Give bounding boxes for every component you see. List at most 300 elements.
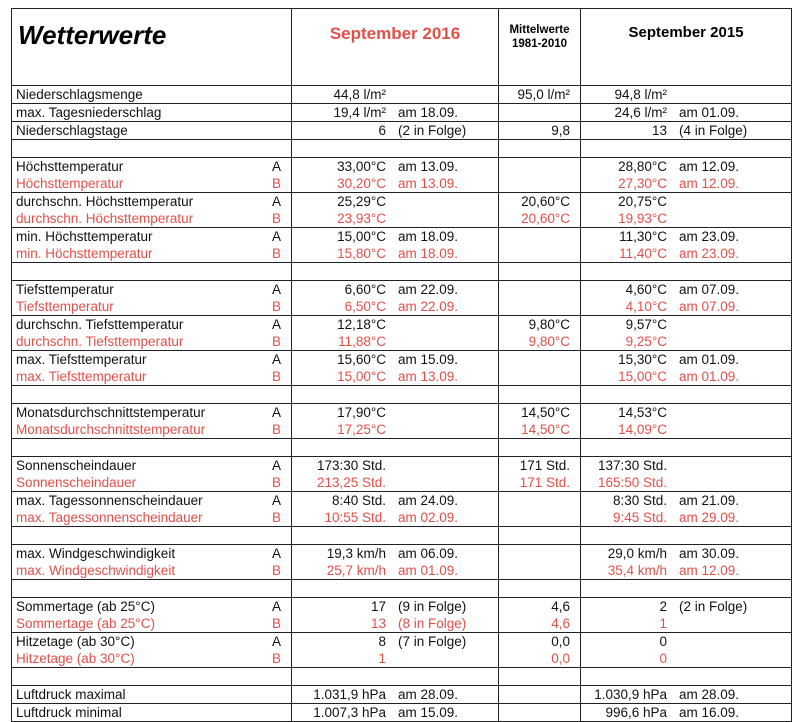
- value-2015-cell: [581, 545, 792, 563]
- spacer-cell: [292, 386, 499, 404]
- date-2016: am 15.09.: [398, 705, 459, 720]
- date-2015: [669, 615, 679, 632]
- value-2015: 11,30°C: [619, 229, 668, 244]
- mean-value: 20,60°C: [499, 210, 581, 228]
- value-2016-cell: [292, 650, 499, 668]
- value-2016: 173:30 Std.: [316, 458, 387, 473]
- value-2015: 9,25°C: [625, 334, 668, 349]
- spacer-cell: [581, 140, 792, 158]
- row-label: max. Tagesniederschlag: [12, 104, 262, 122]
- date-2016: am 18.09.: [398, 229, 459, 244]
- value-2016-cell: [292, 474, 499, 492]
- table-row: [12, 175, 792, 193]
- station-code: A: [262, 193, 292, 211]
- table-row: [12, 316, 792, 334]
- value-2016: 25,7 km/h: [326, 563, 387, 578]
- row-label: Hitzetage (ab 30°C): [12, 633, 262, 651]
- value-2016-cell: [292, 316, 499, 334]
- table-row: [12, 351, 792, 369]
- date-2015: (2 in Folge): [679, 599, 748, 614]
- mean-value: [499, 351, 581, 369]
- table-row: [12, 457, 792, 475]
- table-row: [12, 686, 792, 704]
- value-2016: 6,50°C: [344, 299, 387, 314]
- spacer-cell: [292, 668, 499, 686]
- station-code: A: [262, 316, 292, 334]
- value-2015: 13: [651, 123, 668, 138]
- value-2015-cell: [581, 598, 792, 616]
- date-2015: am 28.09.: [679, 687, 740, 702]
- value-2015: 1: [659, 616, 668, 631]
- date-2016: am 13.09.: [398, 369, 459, 384]
- mean-value: 20,60°C: [499, 193, 581, 211]
- row-label: Monatsdurchschnittstemperatur: [12, 404, 262, 422]
- mean-value: 95,0 l/m²: [499, 86, 581, 104]
- value-2016-cell: [292, 245, 499, 263]
- date-2016: (2 in Folge): [398, 123, 467, 138]
- value-2015: 35,4 km/h: [607, 563, 668, 578]
- value-2016: 17: [370, 599, 387, 614]
- value-2016: 15,00°C: [337, 369, 387, 384]
- value-2015-cell: [581, 368, 792, 386]
- station-code: B: [262, 562, 292, 580]
- spacer-cell: [499, 439, 581, 457]
- mean-value: [499, 228, 581, 246]
- value-2016-cell: [292, 509, 499, 527]
- value-2015-cell: [581, 298, 792, 316]
- value-2016: 15,60°C: [337, 352, 387, 367]
- spacer-row: [12, 263, 792, 281]
- station-code: B: [262, 333, 292, 351]
- station-code: A: [262, 457, 292, 475]
- spacer-cell: [581, 386, 792, 404]
- date-2015: [669, 193, 679, 210]
- date-2015: am 21.09.: [679, 493, 740, 508]
- station-code: A: [262, 351, 292, 369]
- value-2015: 8:30 Std.: [612, 493, 668, 508]
- row-label: Niederschlagsmenge: [12, 86, 262, 104]
- mean-value: [499, 245, 581, 263]
- row-label: max. Windgeschwindigkeit: [12, 545, 262, 563]
- spacer-cell: [292, 263, 499, 281]
- row-label: durchschn. Tiefsttemperatur: [12, 333, 262, 351]
- row-label: min. Höchsttemperatur: [12, 228, 262, 246]
- spacer-cell: [499, 140, 581, 158]
- row-label: durchschn. Höchsttemperatur: [12, 193, 262, 211]
- date-2015: [669, 474, 679, 491]
- mittelwerte-period: 1981-2010: [512, 38, 568, 50]
- date-2015: am 01.09.: [679, 352, 740, 367]
- station-code: B: [262, 615, 292, 633]
- station-code: B: [262, 509, 292, 527]
- spacer-row: [12, 386, 792, 404]
- date-2016: [388, 650, 398, 667]
- spacer-cell: [262, 580, 292, 598]
- value-2015: 28,80°C: [618, 159, 668, 174]
- spacer-cell: [12, 580, 262, 598]
- row-label: Luftdruck maximal: [12, 686, 262, 704]
- value-2016: 11,88°C: [338, 334, 387, 349]
- value-2015-cell: [581, 210, 792, 228]
- spacer-cell: [12, 439, 262, 457]
- date-2015: am 30.09.: [679, 546, 740, 561]
- spacer-cell: [262, 386, 292, 404]
- value-2015: 9,57°C: [625, 317, 668, 332]
- date-2015: [669, 210, 679, 227]
- date-2016: [388, 210, 398, 227]
- date-2016: am 13.09.: [398, 176, 459, 191]
- spacer-cell: [499, 668, 581, 686]
- value-2016: 1.031,9 hPa: [313, 687, 387, 702]
- value-2016: 25,29°C: [337, 194, 387, 209]
- table-row: [12, 404, 792, 422]
- mean-value: 9,80°C: [499, 316, 581, 334]
- row-label: min. Höchsttemperatur: [12, 245, 262, 263]
- value-2015: 0: [659, 651, 668, 666]
- value-2016: 30,20°C: [337, 176, 387, 191]
- station-code: A: [262, 228, 292, 246]
- value-2015-cell: [581, 704, 792, 722]
- value-2015-cell: [581, 421, 792, 439]
- value-2016-cell: [292, 122, 499, 140]
- date-2016: am 24.09.: [398, 493, 459, 508]
- row-label: durchschn. Höchsttemperatur: [12, 210, 262, 228]
- value-2016-cell: [292, 368, 499, 386]
- value-2015: 27,30°C: [618, 176, 668, 191]
- station-code: B: [262, 421, 292, 439]
- date-2015: [669, 421, 679, 438]
- value-2015: 19,93°C: [618, 211, 668, 226]
- spacer-cell: [581, 263, 792, 281]
- spacer-cell: [581, 580, 792, 598]
- value-2016: 10:55 Std.: [324, 510, 387, 525]
- value-2016: 44,8 l/m²: [333, 87, 387, 102]
- station-code: [262, 122, 292, 140]
- mittelwerte-label: Mittelwerte: [509, 24, 570, 36]
- value-2016-cell: [292, 86, 499, 104]
- spacer-cell: [12, 527, 262, 545]
- value-2015-cell: [581, 562, 792, 580]
- mean-value: [499, 298, 581, 316]
- row-label: Monatsdurchschnittstemperatur: [12, 421, 262, 439]
- station-code: A: [262, 598, 292, 616]
- date-2015: am 23.09.: [679, 246, 740, 261]
- mean-value: [499, 492, 581, 510]
- value-2016-cell: [292, 333, 499, 351]
- value-2016: 17,25°C: [337, 422, 387, 437]
- date-2015: (4 in Folge): [679, 123, 748, 138]
- value-2015: 14,53°C: [618, 405, 668, 420]
- table-row: [12, 704, 792, 722]
- mean-value: [499, 562, 581, 580]
- spacer-cell: [499, 263, 581, 281]
- table-row: [12, 104, 792, 122]
- value-2016: 13: [370, 616, 387, 631]
- date-2015: am 29.09.: [679, 510, 740, 525]
- value-2015: 1.030,9 hPa: [594, 687, 668, 702]
- value-2016-cell: [292, 421, 499, 439]
- station-code: B: [262, 210, 292, 228]
- value-2015-cell: [581, 158, 792, 176]
- date-2016: (9 in Folge): [398, 599, 467, 614]
- date-2016: am 15.09.: [398, 352, 459, 367]
- value-2015-cell: [581, 228, 792, 246]
- mean-value: 0,0: [499, 633, 581, 651]
- value-2015-cell: [581, 686, 792, 704]
- date-2015: [669, 333, 679, 350]
- value-2015: 996,6 hPa: [605, 705, 668, 720]
- spacer-row: [12, 527, 792, 545]
- mean-value: [499, 545, 581, 563]
- date-2015: am 23.09.: [679, 229, 740, 244]
- mean-value: [499, 104, 581, 122]
- spacer-cell: [12, 386, 262, 404]
- value-2016: 1.007,3 hPa: [313, 705, 387, 720]
- value-2015: 165:50 Std.: [597, 475, 668, 490]
- date-2015: am 12.09.: [679, 159, 740, 174]
- spacer-row: [12, 580, 792, 598]
- value-2016: 19,4 l/m²: [333, 105, 387, 120]
- value-2016-cell: [292, 104, 499, 122]
- station-code: A: [262, 492, 292, 510]
- value-2016-cell: [292, 404, 499, 422]
- row-label: Sonnenscheindauer: [12, 457, 262, 475]
- spacer-cell: [262, 527, 292, 545]
- spacer-row: [12, 439, 792, 457]
- value-2016-cell: [292, 298, 499, 316]
- mean-value: 14,50°C: [499, 421, 581, 439]
- value-2016: 17,90°C: [337, 405, 387, 420]
- value-2016-cell: [292, 228, 499, 246]
- value-2015: 15,00°C: [618, 369, 668, 384]
- value-2015-cell: [581, 86, 792, 104]
- table-row: [12, 86, 792, 104]
- date-2015: am 07.09.: [679, 299, 740, 314]
- table-row: [12, 492, 792, 510]
- value-2016: 23,93°C: [337, 211, 387, 226]
- spacer-cell: [581, 527, 792, 545]
- station-code: B: [262, 650, 292, 668]
- date-2016: [388, 457, 398, 474]
- station-code: B: [262, 245, 292, 263]
- date-2016: [388, 86, 398, 103]
- row-label: max. Windgeschwindigkeit: [12, 562, 262, 580]
- row-label: Tiefsttemperatur: [12, 298, 262, 316]
- table-row: [12, 615, 792, 633]
- table-row: [12, 122, 792, 140]
- station-code: B: [262, 474, 292, 492]
- value-2015: 15,30°C: [618, 352, 668, 367]
- station-code: [262, 86, 292, 104]
- table-row: [12, 298, 792, 316]
- value-2015-cell: [581, 509, 792, 527]
- date-2016: [388, 421, 398, 438]
- station-code: A: [262, 404, 292, 422]
- value-2015-cell: [581, 281, 792, 299]
- mean-value: 171 Std.: [499, 457, 581, 475]
- column-header-september-2015: September 2015: [581, 9, 792, 86]
- date-2015: [669, 457, 679, 474]
- table-row: [12, 633, 792, 651]
- spacer-cell: [292, 580, 499, 598]
- spacer-cell: [262, 668, 292, 686]
- spacer-cell: [292, 439, 499, 457]
- value-2016-cell: [292, 351, 499, 369]
- value-2016: 19,3 km/h: [326, 546, 387, 561]
- date-2015: am 12.09.: [679, 563, 740, 578]
- mean-value: 9,80°C: [499, 333, 581, 351]
- mean-value: [499, 509, 581, 527]
- table-row: [12, 281, 792, 299]
- value-2015-cell: [581, 615, 792, 633]
- date-2015: [669, 650, 679, 667]
- value-2015-cell: [581, 193, 792, 211]
- table-row: [12, 562, 792, 580]
- spacer-cell: [262, 439, 292, 457]
- station-code: [262, 704, 292, 722]
- value-2015-cell: [581, 122, 792, 140]
- date-2016: [388, 193, 398, 210]
- row-label: max. Tiefsttemperatur: [12, 368, 262, 386]
- value-2016: 1: [378, 651, 387, 666]
- table-row: [12, 210, 792, 228]
- value-2016: 8:40 Std.: [331, 493, 387, 508]
- date-2016: (7 in Folge): [398, 634, 467, 649]
- table-row: [12, 421, 792, 439]
- station-code: B: [262, 298, 292, 316]
- date-2015: [669, 86, 679, 103]
- value-2015: 24,6 l/m²: [614, 105, 668, 120]
- row-label: Höchsttemperatur: [12, 158, 262, 176]
- row-label: Sonnenscheindauer: [12, 474, 262, 492]
- value-2016-cell: [292, 545, 499, 563]
- date-2015: [669, 633, 679, 650]
- station-code: B: [262, 368, 292, 386]
- spacer-cell: [581, 668, 792, 686]
- date-2015: am 16.09.: [679, 705, 740, 720]
- value-2015-cell: [581, 492, 792, 510]
- spacer-cell: [262, 140, 292, 158]
- table-row: [12, 509, 792, 527]
- value-2015: 4,60°C: [625, 282, 668, 297]
- date-2016: am 22.09.: [398, 282, 459, 297]
- value-2015-cell: [581, 474, 792, 492]
- mean-value: 171 Std.: [499, 474, 581, 492]
- date-2016: [388, 333, 398, 350]
- mean-value: [499, 281, 581, 299]
- value-2015-cell: [581, 175, 792, 193]
- row-label: Sommertage (ab 25°C): [12, 598, 262, 616]
- value-2015-cell: [581, 316, 792, 334]
- table-row: [12, 598, 792, 616]
- spacer-cell: [12, 263, 262, 281]
- date-2016: am 28.09.: [398, 687, 459, 702]
- column-header-mittelwerte: [499, 9, 581, 86]
- station-code: [262, 104, 292, 122]
- spacer-cell: [581, 439, 792, 457]
- table-row: [12, 650, 792, 668]
- table-row: [12, 245, 792, 263]
- value-2016: 213,25 Std.: [316, 475, 387, 490]
- row-label: durchschn. Tiefsttemperatur: [12, 316, 262, 334]
- value-2016: 15,80°C: [337, 246, 387, 261]
- spacer-cell: [12, 140, 262, 158]
- value-2016-cell: [292, 615, 499, 633]
- mean-value: [499, 368, 581, 386]
- row-label: Tiefsttemperatur: [12, 281, 262, 299]
- date-2015: am 01.09.: [679, 105, 740, 120]
- value-2016: 6: [378, 123, 387, 138]
- weather-table: [11, 8, 792, 722]
- value-2015: 20,75°C: [618, 194, 668, 209]
- date-2016: [388, 474, 398, 491]
- mean-value: 0,0: [499, 650, 581, 668]
- row-label: max. Tagessonnenscheindauer: [12, 509, 262, 527]
- date-2015: am 12.09.: [679, 176, 740, 191]
- row-label: Luftdruck minimal: [12, 704, 262, 722]
- table-row: [12, 193, 792, 211]
- value-2015: 4,10°C: [625, 299, 668, 314]
- table-row: [12, 228, 792, 246]
- value-2015-cell: [581, 245, 792, 263]
- date-2016: am 06.09.: [398, 546, 459, 561]
- row-label: Hitzetage (ab 30°C): [12, 650, 262, 668]
- mean-value: 14,50°C: [499, 404, 581, 422]
- value-2016-cell: [292, 633, 499, 651]
- table-row: [12, 368, 792, 386]
- date-2015: am 07.09.: [679, 282, 740, 297]
- value-2015: 94,8 l/m²: [614, 87, 668, 102]
- spacer-row: [12, 140, 792, 158]
- station-code: B: [262, 175, 292, 193]
- row-label: Niederschlagstage: [12, 122, 262, 140]
- header-row: [12, 9, 792, 86]
- value-2015-cell: [581, 457, 792, 475]
- value-2016-cell: [292, 562, 499, 580]
- value-2016: 8: [378, 634, 387, 649]
- station-code: A: [262, 281, 292, 299]
- value-2016-cell: [292, 457, 499, 475]
- value-2016: 6,60°C: [344, 282, 387, 297]
- station-code: [262, 686, 292, 704]
- row-label: Höchsttemperatur: [12, 175, 262, 193]
- table-row: [12, 333, 792, 351]
- value-2016-cell: [292, 704, 499, 722]
- value-2015-cell: [581, 633, 792, 651]
- value-2015-cell: [581, 104, 792, 122]
- spacer-row: [12, 668, 792, 686]
- spacer-cell: [12, 668, 262, 686]
- value-2016-cell: [292, 193, 499, 211]
- date-2015: [669, 404, 679, 421]
- date-2016: am 22.09.: [398, 299, 459, 314]
- mean-value: 4,6: [499, 598, 581, 616]
- value-2016-cell: [292, 492, 499, 510]
- value-2015: 0: [659, 634, 668, 649]
- value-2016-cell: [292, 158, 499, 176]
- value-2015: 9:45 Std.: [612, 510, 668, 525]
- date-2015: am 01.09.: [679, 369, 740, 384]
- date-2016: am 18.09.: [398, 105, 459, 120]
- value-2015: 137:30 Std.: [597, 458, 668, 473]
- spacer-cell: [499, 527, 581, 545]
- value-2015: 11,40°C: [619, 246, 668, 261]
- mean-value: [499, 158, 581, 176]
- value-2016: 15,00°C: [337, 229, 387, 244]
- value-2015-cell: [581, 404, 792, 422]
- value-2016-cell: [292, 281, 499, 299]
- value-2016-cell: [292, 598, 499, 616]
